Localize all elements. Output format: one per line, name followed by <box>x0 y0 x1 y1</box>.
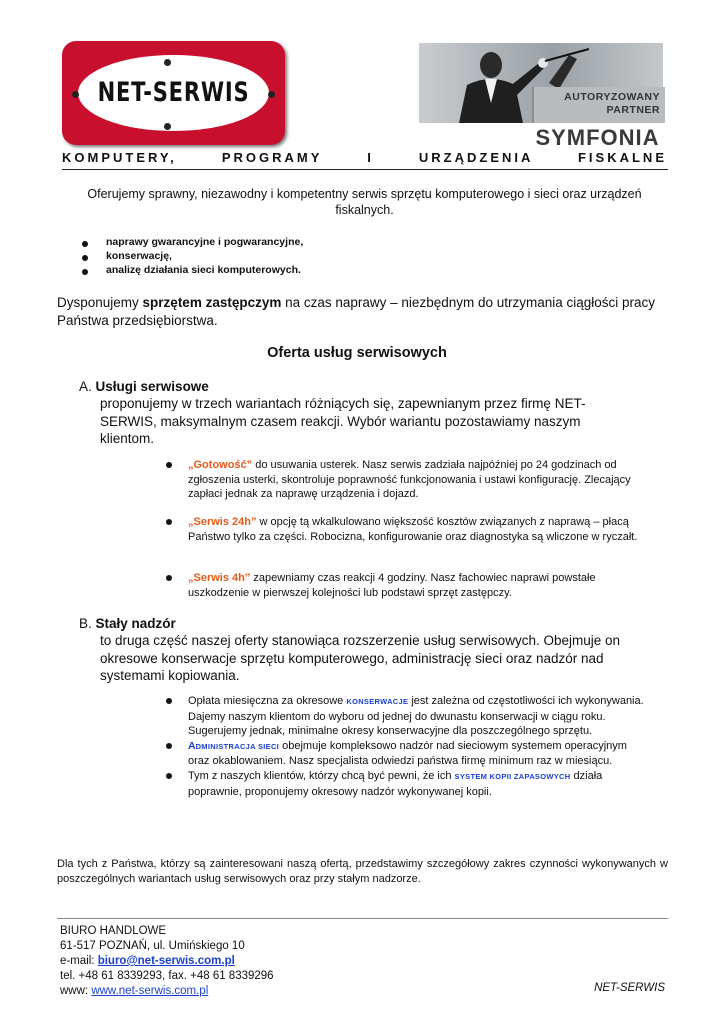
variant-description: w opcję tą wkalkulowano większość kosztów związanych z naprawą – płacą Państwo tylko za części. Robocizna, konfigurowanie oraz diagnostyka są wliczone w ryczałt. <box>188 516 638 543</box>
text-run: Opłata miesięczna za okresowe <box>188 695 347 707</box>
symfonia-brand: SYMFONIA <box>535 125 660 150</box>
section-b-heading <box>79 615 379 633</box>
text-run: Tym z naszych klientów, którzy chcą być pewni, że ich <box>188 769 455 782</box>
text-run: Dysponujemy <box>57 295 143 310</box>
email-label: e-mail: <box>60 955 98 967</box>
email-line <box>60 954 460 969</box>
bullet-icon <box>166 575 172 581</box>
footer-brand: NET-SERWIS <box>594 982 665 994</box>
bullet-icon <box>166 519 172 525</box>
variant-text <box>188 515 638 544</box>
section-title: Usługi serwisowe <box>95 379 209 394</box>
section-b-body: to druga część naszej oferty stanowiąca rozszerzenie usług serwisowych. Obejmuje on okresowe konserwacje sprzętu komputerowego, administrację sieci oraz nadzór nad systemami kopiowania. <box>100 633 620 683</box>
variant-name: „Serwis 24h” <box>188 516 257 528</box>
section-a-heading <box>79 378 379 396</box>
services-list <box>78 235 478 277</box>
list-item: analizę działania sieci komputerowych. <box>78 263 478 277</box>
partner-badge-text <box>534 91 660 117</box>
variant-description: zapewniamy czas reakcji 4 godziny. Nasz fachowiec naprawi powstałe uszkodzenie w pierwszej kolejności lub podstawi sprzęt zastępczy. <box>188 572 596 599</box>
email-link[interactable]: biuro@net-serwis.com.pl <box>97 955 235 967</box>
badge-line-2: PARTNER <box>606 104 660 116</box>
intro-paragraph: Oferujemy sprawny, niezawodny i kompetentny serwis sprzętu komputerowego i sieci oraz urządzeń fiskalnych. <box>87 187 642 217</box>
logo-dot <box>164 59 171 66</box>
bullet-icon <box>166 462 172 468</box>
variant-text <box>188 458 638 502</box>
website-link[interactable]: www.net-serwis.com.pl <box>91 985 209 997</box>
tagline: KOMPUTERY, PROGRAMY I URZĄDZENIA FISKALNE <box>62 150 667 165</box>
net-serwis-logo <box>62 41 285 145</box>
www-line <box>60 984 460 999</box>
logo-dot <box>164 123 171 130</box>
list-item: naprawy gwarancyjne i pogwarancyjne, <box>78 235 478 249</box>
logo-text: NET-SERWIS <box>97 77 250 108</box>
list-item <box>166 739 646 769</box>
text-run: jest zależna od częstotliwości ich wykonywania. Dajemy naszym klientom do wyboru od jednej do dwunastu konserwacji w ciągu roku. Sugerujemy jednak, minimalne okresy konserwacyjne dla poszczególnego sprzętu. <box>188 695 644 738</box>
variant-description: do usuwania usterek. Nasz serwis zadziała najpóźniej po 24 godzinach od zgłoszenia usterki, skontroluje poprawność funkcjonowania i ustawi konfigurację. Zlecający zapłaci jednak za naprawę urządzenia i dojazd. <box>188 459 631 501</box>
symfonia-partner-logo <box>419 43 663 149</box>
section-letter: A. <box>79 379 92 394</box>
contact-block <box>60 924 460 999</box>
term-backup-system: SYSTEM KOPII ZAPASOWYCH <box>454 771 571 781</box>
replacement-paragraph <box>57 294 657 329</box>
section-letter: B. <box>79 616 92 631</box>
closing-paragraph: Dla tych z Państwa, którzy są zainteresowani naszą ofertą, przedstawimy szczegółowy zakres czynności wykonywanych w poszczególnych wariantach usług serwisowych oraz przy stałym nadzorze. <box>57 858 668 885</box>
variant-name: „Gotowość” <box>188 459 253 471</box>
text-run: obejmuje kompleksowo nadzór nad sieciowym systemem operacyjnym oraz okablowaniem. Nasz specjalista odwiedzi państwa firmę minimum raz w miesiącu. <box>188 739 627 768</box>
term-network-admin: DMINISTRACJA SIECI <box>195 741 280 751</box>
list-item <box>166 769 646 799</box>
address: 61-517 POZNAŃ, ul. Umińskiego 10 <box>60 940 245 952</box>
office-label: BIURO HANDLOWE <box>60 925 167 937</box>
header-divider <box>62 169 668 170</box>
list-item: konserwację, <box>78 249 478 263</box>
logo-dot <box>268 91 275 98</box>
section-title: Stały nadzór <box>95 616 176 631</box>
badge-line-1: AUTORYZOWANY <box>564 91 660 103</box>
term-capital: A <box>188 739 196 752</box>
supervision-list <box>166 694 646 799</box>
section-a-body: proponujemy w trzech wariantach różniących się, zapewnianym przez firmę NET-SERWIS, maksymalnym czasem reakcji. Wybór wariantu pozostawiamy naszym klientom. <box>100 396 586 446</box>
text-run: działa poprawnie, proponujemy okresowy nadzór wykonywanej kopii. <box>188 769 603 798</box>
www-label: www: <box>60 985 92 997</box>
variant-text <box>188 571 638 600</box>
list-item <box>166 694 646 739</box>
logo-dot <box>72 91 79 98</box>
variant-name: „Serwis 4h” <box>188 572 251 584</box>
offer-title: Oferta usług serwisowych <box>267 345 447 361</box>
footer-divider <box>57 918 668 919</box>
phone-fax: tel. +48 61 8339293, fax. +48 61 8339296 <box>60 970 274 982</box>
emphasis: sprzętem zastępczym <box>142 295 282 310</box>
text-run: na czas naprawy – niezbędnym do utrzymania ciągłości pracy Państwa przedsiębiorstwa. <box>57 295 656 328</box>
term-maintenance: KONSERWACJE <box>346 697 409 706</box>
